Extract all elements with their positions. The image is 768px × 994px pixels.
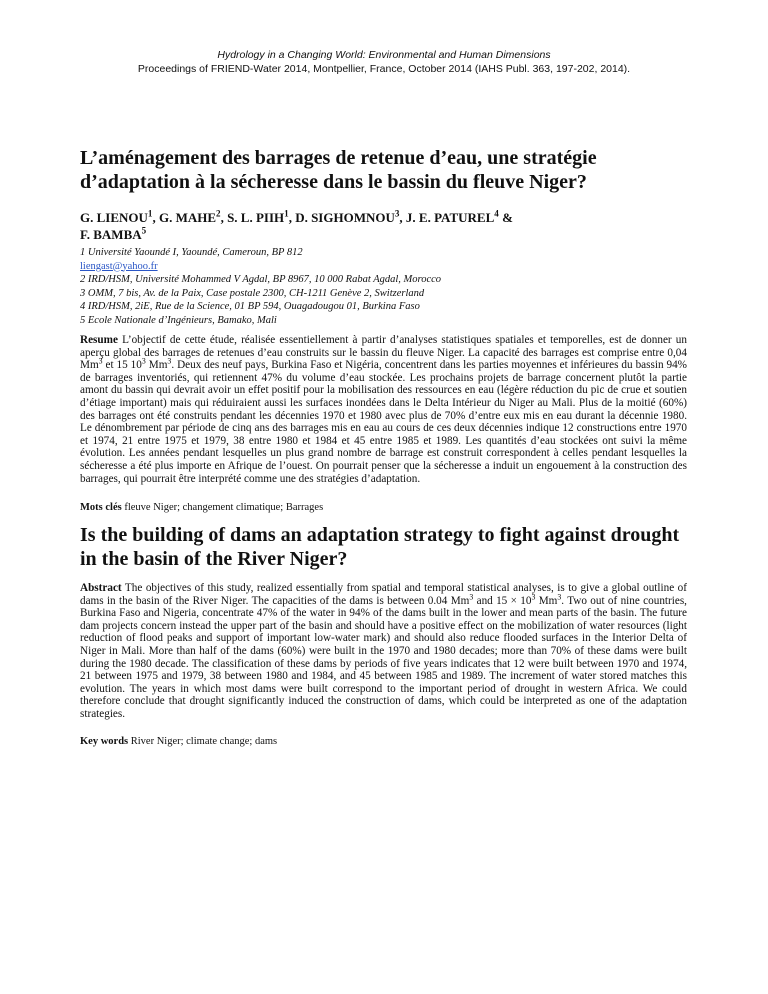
- abstract-label: Resume: [80, 334, 118, 346]
- author-affil-mark: 2: [216, 208, 221, 219]
- author-affil-mark: 1: [147, 208, 153, 219]
- abstract-french: [80, 334, 687, 485]
- keywords-text: fleuve Niger; changement climatique; Barrages: [121, 502, 324, 513]
- journal-line: Hydrology in a Changing World: Environmental and Human Dimensions: [217, 49, 551, 61]
- keywords-label: Key words: [80, 736, 129, 747]
- affiliation-1: 1 Université Yaoundé I, Yaoundé, Cameroun, BP 812: [80, 247, 303, 258]
- abstract-label: Abstract: [80, 582, 122, 594]
- affiliation-2: 2 IRD/HSM, Université Mohammed V Agdal, BP 8967, 10 000 Rabat Agdal, Morocco: [80, 274, 442, 285]
- proceedings-line: Proceedings of FRIEND-Water 2014, Montpellier, France, October 2014 (IAHS Publ. 363, 197-202, 2014).: [137, 63, 631, 75]
- abstract-english: [80, 582, 687, 721]
- abstract-text: and 15 × 10: [473, 594, 532, 607]
- affiliations: [80, 246, 700, 327]
- abstract-text: Mm: [145, 359, 168, 372]
- unit-exponent: 3: [469, 591, 474, 601]
- author-name: S. L. PIIH: [227, 210, 285, 225]
- author-affil-mark: 1: [284, 208, 289, 219]
- keywords-english: [80, 735, 687, 748]
- title-french: L’aménagement des barrages de retenue d’eau, une stratégie d’adaptation à la sécheresse dans le bassin du fleuve Niger?: [80, 147, 597, 193]
- author-separator: ,: [399, 210, 406, 225]
- author-separator: ,: [220, 210, 228, 225]
- author-name: D. SIGHOMNOU: [295, 210, 395, 225]
- author-name: G. MAHE: [158, 210, 217, 225]
- abstract-text: L’objectif de cette étude, réalisée essentiellement à partir d’analyses statistiques spatiales et temporelles, est de donner un aperçu global des barrages de retenues d’eau construits sur le bassin du fleuve Niger. La capacité des barrages est comprise entre 0,04 Mm: [80, 334, 687, 372]
- author-affil-mark: 4: [494, 208, 499, 219]
- unit-exponent: 3: [167, 356, 172, 366]
- keywords-label: Mots clés: [80, 502, 122, 513]
- running-header: [0, 48, 768, 76]
- affiliation-5: 5 Ecole Nationale d’Ingénieurs, Bamako, Mali: [80, 314, 277, 326]
- author-name: G. LIENOU: [80, 210, 148, 225]
- unit-exponent: 3: [141, 356, 146, 366]
- author-name: J. E. PATUREL: [405, 210, 495, 225]
- keywords-text: River Niger; climate change; dams: [128, 736, 278, 747]
- abstract-text: et 15 10: [102, 359, 142, 372]
- keywords-french: [80, 501, 687, 514]
- unit-exponent: 3: [557, 591, 562, 601]
- author-separator: &: [498, 210, 513, 225]
- abstract-text: . Deux des neuf pays, Burkina Faso et Nigéria, concentrent dans les parties moyennes et inférieures du bassin 94% de barrages inventoriés, qui retiennent 47% du volume d’eau stockée. Les prochains projets de barrage concernent plutôt la partie amont du bassin qui devrait avoir un effet positif pour la mobilisation des ressources en eau (légère réduction du pic de crue et soutien d’étiage important) mais qui réduiraient aussi les surfaces inondées dans le Delta Intérieur du Niger au Mali. Plus de la moitié (60%) des barrages ont été construits pendant les décennies 1970 et 1980 avec plus de 70% d’entre eux mis en eau durant la décennie 1980. Le dénombrement par période de cinq ans des barrages mis en eau au cours de ces deux décennies indique 12 constructions entre 1970 et 1974, 21 entre 1975 et 1979, 38 entre 1980 et 1984 et 45 entre 1985 et 1989. Les quantités d’eau stockées ont suivi la même évolution. Les années pendant lesquelles un plus grand nombre de barrage est construit correspondent à celles pendant lesquelles la sécheresse a été plus importe en Afrique de l’ouest. On pourrait penser que la sécheresse a induit un engouement à la construction des barrages, qui pourrait être interprété comme une des stratégies d’adaptation.: [80, 359, 687, 485]
- author-separator: ,: [152, 210, 159, 225]
- affiliation-4: 4 IRD/HSM, 2iE, Rue de la Science, 01 BP 594, Ouagadougou 01, Burkina Faso: [80, 301, 420, 312]
- unit-exponent: 3: [531, 591, 536, 601]
- unit-exponent: 3: [98, 356, 103, 366]
- email-link[interactable]: liengast@yahoo.fr: [80, 260, 158, 272]
- abstract-text: . Two out of nine countries, Burkina Faso and Nigeria, concentrate 47% of the water in 94% of the dams built in the lower and mean parts of the basin. The future dam projects concern instead the upper part of the basin and should have a positive effect on the mobilization of water resources (light reduction of flood peaks and support of important low-water mark) and should also reduce flooded surfaces in the Interior Delta of Niger in Mali. More than half of the dams (60%) were built in the 1970 and 1980 decades; more than 70% of these dams were built during the 1980 decade. The classification of these dams by periods of five years indicates that 12 were built between 1970 and 1974, 21 between 1975 and 1979, 38 between 1980 and 1984, and 45 between 1985 and 1989. The increment of water stored matches this evolution. The years in which most dams were built correspond to the important period of drought in western Africa. We could therefore conclude that drought significantly induced the construction of dams, which could be interpreted as one of the adaptation strategies.: [80, 594, 687, 720]
- abstract-text: Mm: [535, 594, 558, 607]
- author-list: [80, 209, 700, 243]
- author-separator: ,: [288, 210, 296, 225]
- author-name: F. BAMBA: [80, 227, 142, 242]
- author-affil-mark: 5: [141, 225, 147, 236]
- title-english: Is the building of dams an adaptation strategy to fight against drought in the basin of the River Niger?: [80, 524, 680, 570]
- affiliation-3: 3 OMM, 7 bis, Av. de la Paix, Case postale 2300, CH-1211 Genève 2, Switzerland: [80, 287, 425, 299]
- abstract-text: The objectives of this study, realized essentially from spatial and temporal statistical analyses, is to give a global outline of dams in the basin of the River Niger. The capacities of the dams is between 0.04 Mm: [80, 582, 687, 607]
- author-affil-mark: 3: [394, 208, 400, 219]
